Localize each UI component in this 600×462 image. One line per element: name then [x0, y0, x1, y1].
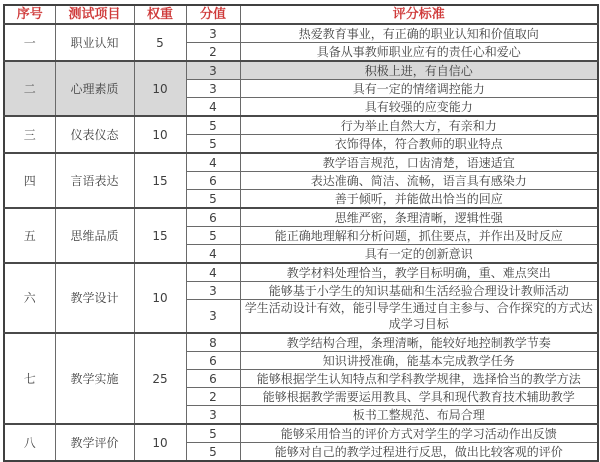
- weight-cell: 15: [134, 153, 186, 208]
- weight-cell: 10: [134, 61, 186, 116]
- score-cell: 2: [186, 388, 240, 406]
- test-item-cell: 职业认知: [55, 24, 134, 61]
- table-row: [4, 24, 598, 43]
- criteria-cell: 教学语言规范，口齿清楚，语速适宜: [240, 153, 598, 172]
- score-cell: 4: [186, 245, 240, 264]
- score-cell: 3: [186, 61, 240, 80]
- scoring-criteria-table: [3, 4, 599, 462]
- table-row: [4, 61, 598, 80]
- weight-cell: 10: [134, 424, 186, 461]
- table-body: [4, 24, 598, 461]
- criteria-cell: 具备从事教师职业应有的责任心和爱心: [240, 43, 598, 62]
- header-score: 分值: [186, 5, 240, 24]
- serial-cell: 六: [4, 263, 55, 333]
- score-cell: 3: [186, 282, 240, 300]
- serial-cell: 八: [4, 424, 55, 461]
- table-row: [4, 263, 598, 282]
- score-cell: 6: [186, 208, 240, 227]
- criteria-cell: 知识讲授准确，能基本完成教学任务: [240, 352, 598, 370]
- weight-cell: 10: [134, 263, 186, 333]
- score-cell: 8: [186, 333, 240, 352]
- criteria-cell: 能够基于小学生的知识基础和生活经验合理设计教师活动: [240, 282, 598, 300]
- weight-cell: 15: [134, 208, 186, 263]
- criteria-cell: 行为举止自然大方，有亲和力: [240, 116, 598, 135]
- criteria-cell: 能够根据学生认知特点和学科教学规律，选择恰当的教学方法: [240, 370, 598, 388]
- criteria-cell: 能正确地理解和分析问题，抓住要点，并作出及时反应: [240, 227, 598, 245]
- criteria-cell: 善于倾听，并能做出恰当的回应: [240, 190, 598, 209]
- score-cell: 5: [186, 190, 240, 209]
- score-cell: 3: [186, 80, 240, 98]
- criteria-cell: 表达准确、简洁、流畅，语言具有感染力: [240, 172, 598, 190]
- criteria-cell: 具有一定的情绪调控能力: [240, 80, 598, 98]
- score-cell: 6: [186, 172, 240, 190]
- criteria-cell: 积极上进，有自信心: [240, 61, 598, 80]
- header-weight: 权重: [134, 5, 186, 24]
- header-criteria: 评分标准: [240, 5, 598, 24]
- weight-cell: 10: [134, 116, 186, 153]
- score-cell: 4: [186, 98, 240, 117]
- criteria-cell: 板书工整规范、布局合理: [240, 406, 598, 425]
- table-row: [4, 116, 598, 135]
- table-row: [4, 333, 598, 352]
- weight-cell: 25: [134, 333, 186, 424]
- criteria-cell: 能够根据教学需要运用教具、学具和现代教育技术辅助教学: [240, 388, 598, 406]
- score-cell: 3: [186, 24, 240, 43]
- test-item-cell: 心理素质: [55, 61, 134, 116]
- criteria-cell: 能够对自己的教学过程进行反思，做出比较客观的评价: [240, 443, 598, 462]
- table-header: [4, 5, 598, 24]
- header-row: [4, 5, 598, 24]
- criteria-cell: 具有一定的创新意识: [240, 245, 598, 264]
- score-cell: 3: [186, 406, 240, 425]
- header-serial: 序号: [4, 5, 55, 24]
- criteria-cell: 思维严密，条理清晰，逻辑性强: [240, 208, 598, 227]
- criteria-cell: 具有较强的应变能力: [240, 98, 598, 117]
- score-cell: 5: [186, 116, 240, 135]
- score-cell: 5: [186, 443, 240, 462]
- score-cell: 2: [186, 43, 240, 62]
- score-cell: 5: [186, 227, 240, 245]
- serial-cell: 四: [4, 153, 55, 208]
- score-cell: 5: [186, 424, 240, 443]
- score-cell: 6: [186, 352, 240, 370]
- criteria-cell: 热爱教育事业，有正确的职业认知和价值取向: [240, 24, 598, 43]
- header-test-item: 测试项目: [55, 5, 134, 24]
- table-row: [4, 153, 598, 172]
- criteria-cell: 教学结构合理，条理清晰，能较好地控制教学节奏: [240, 333, 598, 352]
- serial-cell: 一: [4, 24, 55, 61]
- table-row: [4, 424, 598, 443]
- score-cell: 5: [186, 135, 240, 154]
- test-item-cell: 言语表达: [55, 153, 134, 208]
- criteria-cell: 教学材料处理恰当，教学目标明确，重、难点突出: [240, 263, 598, 282]
- criteria-cell: 学生活动设计有效，能引导学生通过自主参与、合作探究的方式达成学习目标: [240, 300, 598, 334]
- weight-cell: 5: [134, 24, 186, 61]
- score-cell: 3: [186, 300, 240, 334]
- table-row: [4, 208, 598, 227]
- serial-cell: 五: [4, 208, 55, 263]
- test-item-cell: 思维品质: [55, 208, 134, 263]
- test-item-cell: 仪表仪态: [55, 116, 134, 153]
- test-item-cell: 教学评价: [55, 424, 134, 461]
- serial-cell: 三: [4, 116, 55, 153]
- score-cell: 6: [186, 370, 240, 388]
- score-cell: 4: [186, 263, 240, 282]
- test-item-cell: 教学实施: [55, 333, 134, 424]
- serial-cell: 二: [4, 61, 55, 116]
- criteria-cell: 衣饰得体，符合教师的职业特点: [240, 135, 598, 154]
- criteria-cell: 能够采用恰当的评价方式对学生的学习活动作出反馈: [240, 424, 598, 443]
- serial-cell: 七: [4, 333, 55, 424]
- test-item-cell: 教学设计: [55, 263, 134, 333]
- score-cell: 4: [186, 153, 240, 172]
